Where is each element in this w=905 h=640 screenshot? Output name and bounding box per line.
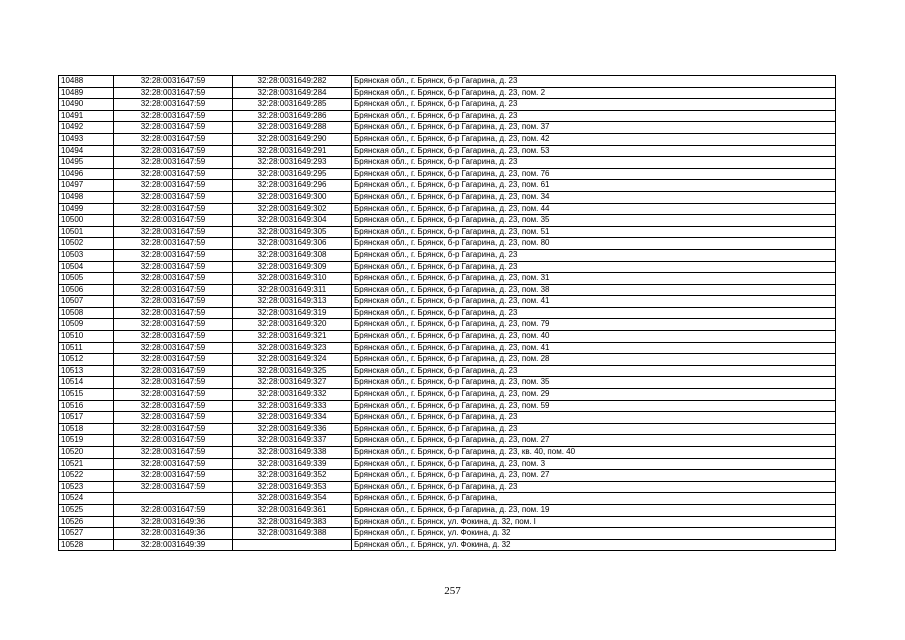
address-cell: Брянская обл., г. Брянск, б-р Гагарина, д. 23, пом. 28 <box>352 354 836 366</box>
address-cell: Брянская обл., г. Брянск, б-р Гагарина, д. 23, пом. 35 <box>352 377 836 389</box>
address-cell: Брянская обл., г. Брянск, б-р Гагарина, д. 23, пом. 31 <box>352 273 836 285</box>
object-cadastral-number-cell: 32:28:0031649:288 <box>233 122 352 134</box>
object-cadastral-number-cell: 32:28:0031649:352 <box>233 470 352 482</box>
address-cell: Брянская обл., г. Брянск, б-р Гагарина, д. 23, пом. 53 <box>352 145 836 157</box>
row-number-cell: 10512 <box>59 354 114 366</box>
land-cadastral-number-cell: 32:28:0031647:59 <box>114 447 233 459</box>
land-cadastral-number-cell: 32:28:0031647:59 <box>114 377 233 389</box>
land-cadastral-number-cell: 32:28:0031647:59 <box>114 470 233 482</box>
row-number-cell: 10527 <box>59 528 114 540</box>
address-cell: Брянская обл., г. Брянск, б-р Гагарина, д. 23 <box>352 307 836 319</box>
land-cadastral-number-cell: 32:28:0031647:59 <box>114 423 233 435</box>
table-row <box>59 447 836 459</box>
object-cadastral-number-cell: 32:28:0031649:383 <box>233 516 352 528</box>
table-row <box>59 76 836 88</box>
object-cadastral-number-cell: 32:28:0031649:302 <box>233 203 352 215</box>
row-number-cell: 10515 <box>59 389 114 401</box>
land-cadastral-number-cell: 32:28:0031647:59 <box>114 389 233 401</box>
table-row <box>59 307 836 319</box>
land-cadastral-number-cell: 32:28:0031647:59 <box>114 157 233 169</box>
row-number-cell: 10506 <box>59 284 114 296</box>
row-number-cell: 10508 <box>59 307 114 319</box>
object-cadastral-number-cell: 32:28:0031649:321 <box>233 331 352 343</box>
object-cadastral-number-cell: 32:28:0031649:361 <box>233 504 352 516</box>
row-number-cell: 10500 <box>59 215 114 227</box>
row-number-cell: 10490 <box>59 99 114 111</box>
object-cadastral-number-cell: 32:28:0031649:285 <box>233 99 352 111</box>
page-number: 257 <box>444 585 461 597</box>
address-cell: Брянская обл., г. Брянск, б-р Гагарина, д. 23, пом. 59 <box>352 400 836 412</box>
table-row <box>59 191 836 203</box>
land-cadastral-number-cell <box>114 493 233 505</box>
land-cadastral-number-cell: 32:28:0031647:59 <box>114 296 233 308</box>
object-cadastral-number-cell: 32:28:0031649:313 <box>233 296 352 308</box>
object-cadastral-number-cell: 32:28:0031649:286 <box>233 110 352 122</box>
object-cadastral-number-cell: 32:28:0031649:339 <box>233 458 352 470</box>
address-cell: Брянская обл., г. Брянск, б-р Гагарина, д. 23 <box>352 412 836 424</box>
address-cell: Брянская обл., г. Брянск, б-р Гагарина, д. 23 <box>352 261 836 273</box>
table-row <box>59 180 836 192</box>
address-cell: Брянская обл., г. Брянск, б-р Гагарина, д. 23, пом. 40 <box>352 331 836 343</box>
land-cadastral-number-cell: 32:28:0031647:59 <box>114 203 233 215</box>
address-cell: Брянская обл., г. Брянск, б-р Гагарина, д. 23, пом. 35 <box>352 215 836 227</box>
address-cell: Брянская обл., г. Брянск, б-р Гагарина, д. 23, пом. 27 <box>352 470 836 482</box>
object-cadastral-number-cell: 32:28:0031649:325 <box>233 365 352 377</box>
address-cell: Брянская обл., г. Брянск, б-р Гагарина, д. 23, пом. 3 <box>352 458 836 470</box>
table-row <box>59 516 836 528</box>
table-row <box>59 215 836 227</box>
table-row <box>59 528 836 540</box>
land-cadastral-number-cell: 32:28:0031649:36 <box>114 516 233 528</box>
address-cell: Брянская обл., г. Брянск, б-р Гагарина, д. 23 <box>352 481 836 493</box>
row-number-cell: 10495 <box>59 157 114 169</box>
land-cadastral-number-cell: 32:28:0031647:59 <box>114 400 233 412</box>
row-number-cell: 10491 <box>59 110 114 122</box>
address-cell: Брянская обл., г. Брянск, б-р Гагарина, д. 23 <box>352 423 836 435</box>
land-cadastral-number-cell: 32:28:0031647:59 <box>114 110 233 122</box>
object-cadastral-number-cell: 32:28:0031649:320 <box>233 319 352 331</box>
row-number-cell: 10524 <box>59 493 114 505</box>
land-cadastral-number-cell: 32:28:0031647:59 <box>114 307 233 319</box>
table-row <box>59 238 836 250</box>
land-cadastral-number-cell: 32:28:0031647:59 <box>114 354 233 366</box>
row-number-cell: 10526 <box>59 516 114 528</box>
object-cadastral-number-cell: 32:28:0031649:311 <box>233 284 352 296</box>
object-cadastral-number-cell: 32:28:0031649:293 <box>233 157 352 169</box>
object-cadastral-number-cell: 32:28:0031649:333 <box>233 400 352 412</box>
land-cadastral-number-cell: 32:28:0031647:59 <box>114 504 233 516</box>
address-cell: Брянская обл., г. Брянск, б-р Гагарина, д. 23, пом. 37 <box>352 122 836 134</box>
table-row <box>59 296 836 308</box>
table-row <box>59 133 836 145</box>
table-row <box>59 226 836 238</box>
address-cell: Брянская обл., г. Брянск, б-р Гагарина, д. 23, пом. 79 <box>352 319 836 331</box>
object-cadastral-number-cell: 32:28:0031649:327 <box>233 377 352 389</box>
address-cell: Брянская обл., г. Брянск, б-р Гагарина, д. 23, пом. 42 <box>352 133 836 145</box>
row-number-cell: 10497 <box>59 180 114 192</box>
row-number-cell: 10498 <box>59 191 114 203</box>
object-cadastral-number-cell: 32:28:0031649:300 <box>233 191 352 203</box>
land-cadastral-number-cell: 32:28:0031647:59 <box>114 284 233 296</box>
land-cadastral-number-cell: 32:28:0031647:59 <box>114 76 233 88</box>
land-cadastral-number-cell: 32:28:0031647:59 <box>114 87 233 99</box>
address-cell: Брянская обл., г. Брянск, б-р Гагарина, д. 23, пом. 34 <box>352 191 836 203</box>
object-cadastral-number-cell: 32:28:0031649:337 <box>233 435 352 447</box>
table-row <box>59 99 836 111</box>
table-row <box>59 331 836 343</box>
object-cadastral-number-cell: 32:28:0031649:308 <box>233 249 352 261</box>
object-cadastral-number-cell: 32:28:0031649:388 <box>233 528 352 540</box>
land-cadastral-number-cell: 32:28:0031647:59 <box>114 122 233 134</box>
land-cadastral-number-cell: 32:28:0031647:59 <box>114 133 233 145</box>
row-number-cell: 10525 <box>59 504 114 516</box>
row-number-cell: 10516 <box>59 400 114 412</box>
table-row <box>59 319 836 331</box>
row-number-cell: 10507 <box>59 296 114 308</box>
land-cadastral-number-cell: 32:28:0031647:59 <box>114 481 233 493</box>
land-cadastral-number-cell: 32:28:0031647:59 <box>114 99 233 111</box>
row-number-cell: 10503 <box>59 249 114 261</box>
land-cadastral-number-cell: 32:28:0031647:59 <box>114 215 233 227</box>
address-cell: Брянская обл., г. Брянск, б-р Гагарина, д. 23, пом. 38 <box>352 284 836 296</box>
table-row <box>59 504 836 516</box>
address-cell: Брянская обл., г. Брянск, б-р Гагарина, д. 23 <box>352 157 836 169</box>
land-cadastral-number-cell: 32:28:0031649:39 <box>114 539 233 551</box>
row-number-cell: 10519 <box>59 435 114 447</box>
address-cell: Брянская обл., г. Брянск, б-р Гагарина, д. 23, пом. 44 <box>352 203 836 215</box>
address-cell: Брянская обл., г. Брянск, б-р Гагарина, д. 23, кв. 40, пом. 40 <box>352 447 836 459</box>
row-number-cell: 10502 <box>59 238 114 250</box>
table-row <box>59 168 836 180</box>
table-row <box>59 539 836 551</box>
object-cadastral-number-cell: 32:28:0031649:334 <box>233 412 352 424</box>
land-cadastral-number-cell: 32:28:0031647:59 <box>114 168 233 180</box>
object-cadastral-number-cell: 32:28:0031649:353 <box>233 481 352 493</box>
table-row <box>59 157 836 169</box>
row-number-cell: 10514 <box>59 377 114 389</box>
address-cell: Брянская обл., г. Брянск, б-р Гагарина, д. 23, пом. 2 <box>352 87 836 99</box>
row-number-cell: 10522 <box>59 470 114 482</box>
object-cadastral-number-cell: 32:28:0031649:295 <box>233 168 352 180</box>
table-row <box>59 203 836 215</box>
object-cadastral-number-cell: 32:28:0031649:336 <box>233 423 352 435</box>
object-cadastral-number-cell: 32:28:0031649:324 <box>233 354 352 366</box>
row-number-cell: 10511 <box>59 342 114 354</box>
address-cell: Брянская обл., г. Брянск, б-р Гагарина, д. 23 <box>352 365 836 377</box>
address-cell: Брянская обл., г. Брянск, б-р Гагарина, д. 23 <box>352 249 836 261</box>
row-number-cell: 10489 <box>59 87 114 99</box>
address-cell: Брянская обл., г. Брянск, б-р Гагарина, д. 23, пом. 80 <box>352 238 836 250</box>
address-cell: Брянская обл., г. Брянск, ул. Фокина, д. 32 <box>352 528 836 540</box>
land-cadastral-number-cell: 32:28:0031647:59 <box>114 273 233 285</box>
row-number-cell: 10492 <box>59 122 114 134</box>
row-number-cell: 10501 <box>59 226 114 238</box>
land-cadastral-number-cell: 32:28:0031647:59 <box>114 145 233 157</box>
land-cadastral-number-cell: 32:28:0031647:59 <box>114 226 233 238</box>
land-cadastral-number-cell: 32:28:0031647:59 <box>114 249 233 261</box>
table-row <box>59 400 836 412</box>
object-cadastral-number-cell: 32:28:0031649:304 <box>233 215 352 227</box>
land-cadastral-number-cell: 32:28:0031649:36 <box>114 528 233 540</box>
table-row <box>59 423 836 435</box>
object-cadastral-number-cell: 32:28:0031649:296 <box>233 180 352 192</box>
table-row <box>59 354 836 366</box>
land-cadastral-number-cell: 32:28:0031647:59 <box>114 319 233 331</box>
address-cell: Брянская обл., г. Брянск, б-р Гагарина, д. 23 <box>352 110 836 122</box>
address-cell: Брянская обл., г. Брянск, б-р Гагарина, <box>352 493 836 505</box>
land-cadastral-number-cell: 32:28:0031647:59 <box>114 191 233 203</box>
row-number-cell: 10518 <box>59 423 114 435</box>
row-number-cell: 10505 <box>59 273 114 285</box>
address-cell: Брянская обл., г. Брянск, б-р Гагарина, д. 23, пом. 51 <box>352 226 836 238</box>
object-cadastral-number-cell: 32:28:0031649:338 <box>233 447 352 459</box>
land-cadastral-number-cell: 32:28:0031647:59 <box>114 412 233 424</box>
row-number-cell: 10513 <box>59 365 114 377</box>
table-row <box>59 110 836 122</box>
table-row <box>59 481 836 493</box>
table-row <box>59 122 836 134</box>
object-cadastral-number-cell: 32:28:0031649:305 <box>233 226 352 238</box>
cadastral-table-body <box>59 76 836 551</box>
row-number-cell: 10496 <box>59 168 114 180</box>
table-row <box>59 365 836 377</box>
object-cadastral-number-cell: 32:28:0031649:319 <box>233 307 352 319</box>
land-cadastral-number-cell: 32:28:0031647:59 <box>114 180 233 192</box>
address-cell: Брянская обл., г. Брянск, б-р Гагарина, д. 23, пом. 61 <box>352 180 836 192</box>
row-number-cell: 10493 <box>59 133 114 145</box>
row-number-cell: 10488 <box>59 76 114 88</box>
address-cell: Брянская обл., г. Брянск, б-р Гагарина, д. 23 <box>352 99 836 111</box>
table-row <box>59 342 836 354</box>
land-cadastral-number-cell: 32:28:0031647:59 <box>114 458 233 470</box>
row-number-cell: 10517 <box>59 412 114 424</box>
object-cadastral-number-cell: 32:28:0031649:332 <box>233 389 352 401</box>
row-number-cell: 10504 <box>59 261 114 273</box>
table-row <box>59 249 836 261</box>
land-cadastral-number-cell: 32:28:0031647:59 <box>114 342 233 354</box>
table-row <box>59 412 836 424</box>
row-number-cell: 10494 <box>59 145 114 157</box>
address-cell: Брянская обл., г. Брянск, б-р Гагарина, д. 23, пом. 29 <box>352 389 836 401</box>
table-row <box>59 145 836 157</box>
table-row <box>59 470 836 482</box>
table-row <box>59 87 836 99</box>
cadastral-table <box>58 75 836 551</box>
object-cadastral-number-cell: 32:28:0031649:310 <box>233 273 352 285</box>
table-row <box>59 284 836 296</box>
object-cadastral-number-cell <box>233 539 352 551</box>
table-row <box>59 493 836 505</box>
land-cadastral-number-cell: 32:28:0031647:59 <box>114 365 233 377</box>
table-row <box>59 458 836 470</box>
address-cell: Брянская обл., г. Брянск, б-р Гагарина, д. 23, пом. 27 <box>352 435 836 447</box>
object-cadastral-number-cell: 32:28:0031649:323 <box>233 342 352 354</box>
address-cell: Брянская обл., г. Брянск, б-р Гагарина, д. 23, пом. 41 <box>352 296 836 308</box>
object-cadastral-number-cell: 32:28:0031649:309 <box>233 261 352 273</box>
address-cell: Брянская обл., г. Брянск, б-р Гагарина, д. 23, пом. 76 <box>352 168 836 180</box>
row-number-cell: 10509 <box>59 319 114 331</box>
object-cadastral-number-cell: 32:28:0031649:290 <box>233 133 352 145</box>
row-number-cell: 10523 <box>59 481 114 493</box>
row-number-cell: 10528 <box>59 539 114 551</box>
address-cell: Брянская обл., г. Брянск, б-р Гагарина, д. 23 <box>352 76 836 88</box>
land-cadastral-number-cell: 32:28:0031647:59 <box>114 238 233 250</box>
object-cadastral-number-cell: 32:28:0031649:282 <box>233 76 352 88</box>
table-row <box>59 435 836 447</box>
row-number-cell: 10499 <box>59 203 114 215</box>
address-cell: Брянская обл., г. Брянск, ул. Фокина, д. 32 <box>352 539 836 551</box>
object-cadastral-number-cell: 32:28:0031649:306 <box>233 238 352 250</box>
object-cadastral-number-cell: 32:28:0031649:354 <box>233 493 352 505</box>
row-number-cell: 10521 <box>59 458 114 470</box>
table-row <box>59 389 836 401</box>
address-cell: Брянская обл., г. Брянск, б-р Гагарина, д. 23, пом. 19 <box>352 504 836 516</box>
address-cell: Брянская обл., г. Брянск, б-р Гагарина, д. 23, пом. 41 <box>352 342 836 354</box>
land-cadastral-number-cell: 32:28:0031647:59 <box>114 331 233 343</box>
land-cadastral-number-cell: 32:28:0031647:59 <box>114 435 233 447</box>
address-cell: Брянская обл., г. Брянск, ул. Фокина, д. 32, пом. I <box>352 516 836 528</box>
object-cadastral-number-cell: 32:28:0031649:284 <box>233 87 352 99</box>
table-row <box>59 261 836 273</box>
table-row <box>59 377 836 389</box>
row-number-cell: 10510 <box>59 331 114 343</box>
land-cadastral-number-cell: 32:28:0031647:59 <box>114 261 233 273</box>
object-cadastral-number-cell: 32:28:0031649:291 <box>233 145 352 157</box>
row-number-cell: 10520 <box>59 447 114 459</box>
table-row <box>59 273 836 285</box>
